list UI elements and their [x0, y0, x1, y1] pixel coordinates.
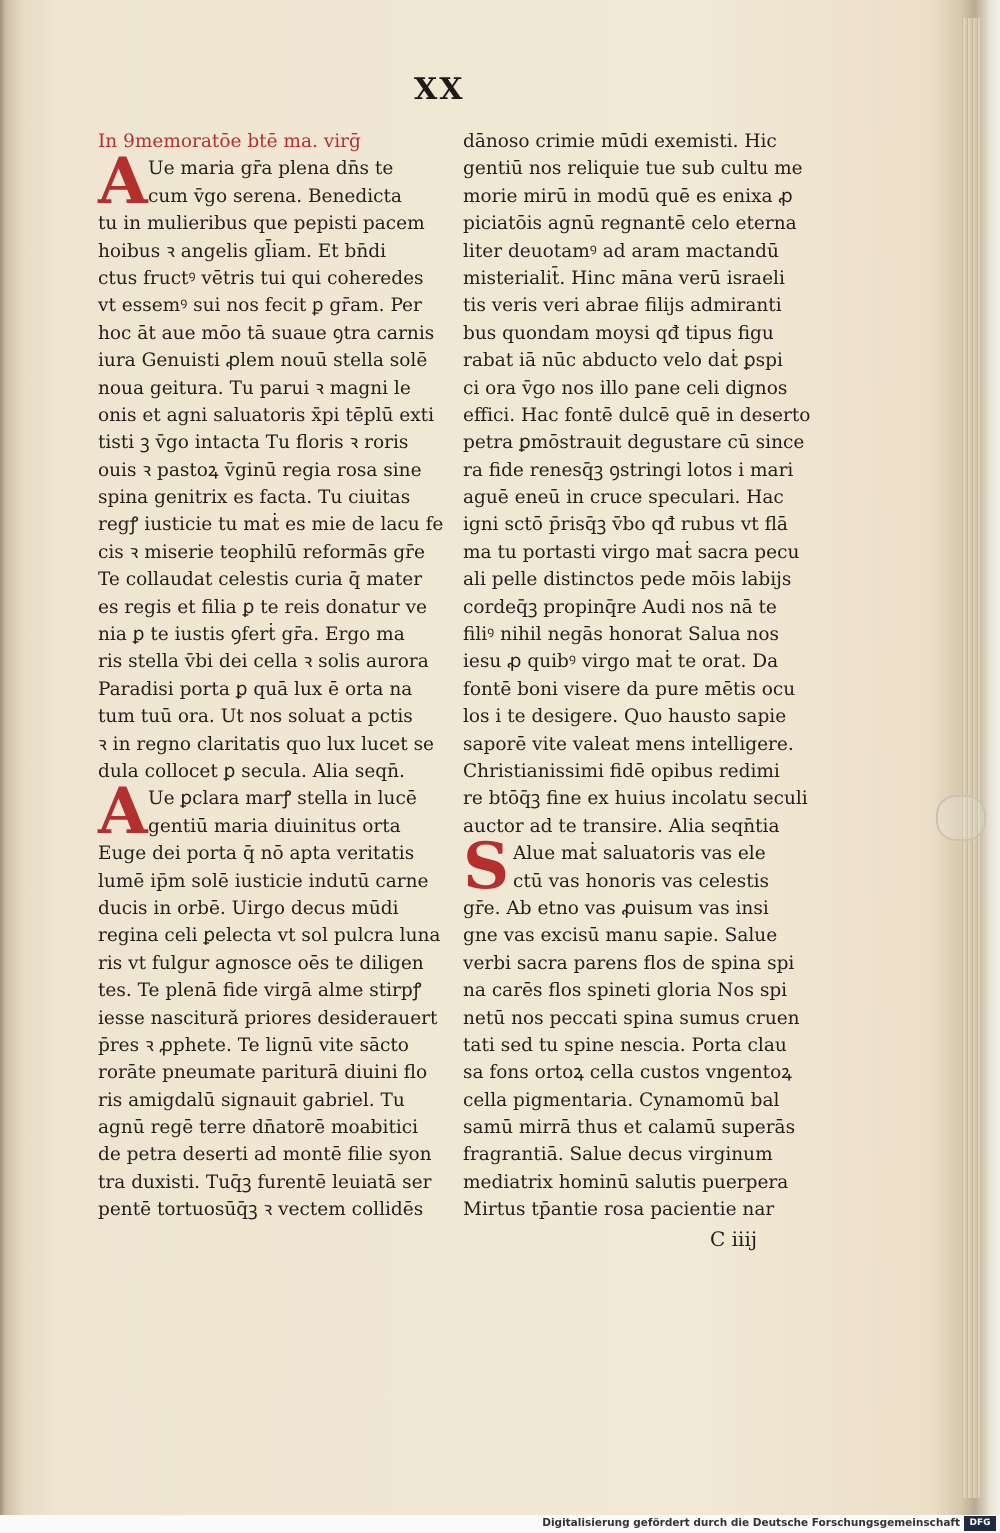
- text-line: [463, 813, 813, 840]
- line-text: agnū regē terre dn̄atorē moabitici: [98, 1117, 419, 1139]
- text-line: [98, 484, 443, 511]
- text-line: [463, 594, 813, 621]
- text-line: [98, 429, 443, 456]
- text-line: [98, 1114, 443, 1141]
- page-edge-stack: [960, 18, 980, 1498]
- text-line: [98, 1196, 443, 1223]
- text-line: [463, 648, 813, 675]
- line-text: netū nos peccati spina sumus cruen: [463, 1007, 800, 1029]
- text-line: [98, 648, 443, 675]
- folio-number: XX: [414, 72, 465, 107]
- line-text: ci ora v̄go nos illo pane celi dignos: [463, 377, 788, 399]
- line-text: ouis ꝛ pastoꝝ v̄ginū regia rosa sine: [98, 459, 422, 481]
- line-text: cordeq̄ꝫ propinq̄re Audi nos nā te: [463, 596, 777, 618]
- text-line: [463, 265, 813, 292]
- decorated-initial: S: [463, 829, 510, 905]
- line-text: aguē eneū in cruce speculari. Hac: [463, 487, 784, 509]
- line-text: fontē boni visere da pure mētis ocu: [463, 678, 796, 700]
- text-line: [98, 402, 443, 429]
- text-line: [98, 950, 443, 977]
- line-text: Ue maria gr̄a plena dn̄s te: [148, 158, 394, 180]
- line-text: bus quondam moysi qđ tipus figu: [463, 322, 774, 344]
- text-line: [513, 840, 813, 867]
- line-text: mediatrix hominū salutis puerpera: [463, 1171, 789, 1193]
- text-line: [98, 1087, 443, 1114]
- decorated-initial: A: [98, 774, 148, 850]
- line-text: regina celi ꝑelecta vt sol pulcra luna: [98, 925, 441, 947]
- line-text: samū mirrā thus et calamū superās: [463, 1117, 796, 1139]
- text-line: [148, 183, 443, 210]
- line-text: tis veris veri abrae filijs admiranti: [463, 295, 782, 317]
- text-line: [98, 511, 443, 538]
- line-text: effici. Hac fontē dulcē quē in deserto: [463, 404, 811, 426]
- footer-credit: Digitalisierung gefördert durch die Deutsche Forschungsgemeinschaft: [542, 1517, 960, 1529]
- line-text: cella pigmentaria. Cynamomū bal: [463, 1089, 780, 1111]
- line-text: noua geitura. Tu parui ꝛ magni le: [98, 377, 411, 399]
- line-text: ma tu portasti virgo maṫ sacra pecu: [463, 541, 800, 563]
- text-line: [463, 128, 813, 155]
- line-text: tati sed tu spine nescia. Porta clau: [463, 1034, 787, 1056]
- text-line: [98, 840, 443, 867]
- text-line: [98, 1169, 443, 1196]
- text-line: [98, 922, 443, 949]
- text-line: [463, 1005, 813, 1032]
- text-line: [463, 1032, 813, 1059]
- line-text: sa fons ortoꝝ cella custos vngentoꝝ: [463, 1062, 792, 1084]
- line-text: tisti ꝫ v̄go intacta Tu floris ꝛ roris: [98, 432, 409, 454]
- line-text: tu in mulieribus que pepisti pacem: [98, 213, 425, 235]
- line-text: Te collaudat celestis curia q̄ mater: [98, 569, 423, 591]
- text-line: [463, 457, 813, 484]
- text-line: [463, 347, 813, 374]
- text-line: [463, 1141, 813, 1168]
- text-line: [98, 265, 443, 292]
- text-line: [463, 1059, 813, 1086]
- line-text: dula collocet ꝑ secula. Alia seqn̄.: [98, 760, 405, 782]
- line-text: gentiū nos reliquie tue sub cultu me: [463, 158, 803, 180]
- text-line: [148, 155, 443, 182]
- text-line: [463, 375, 813, 402]
- line-text: ꝛ in regno claritatis quo lux lucet se: [98, 733, 435, 755]
- line-text: ris vt fulgur agnosce oēs te diligen: [98, 952, 424, 974]
- text-line: [98, 375, 443, 402]
- line-text: na carēs flos spineti gloria Nos spi: [463, 980, 788, 1002]
- text-line: [463, 292, 813, 319]
- text-line: [463, 703, 813, 730]
- line-text: morie mirū in modū quē es enixa ꝓ: [463, 185, 793, 207]
- line-text: es regis et filia ꝑ te reis donatur ve: [98, 596, 427, 618]
- text-line: [463, 155, 813, 182]
- text-line: [463, 895, 813, 922]
- line-text: Euge dei porta q̄ nō apta veritatis: [98, 843, 415, 865]
- text-line: [98, 731, 443, 758]
- line-text: tum tuū ora. Ut nos soluat a pctis: [98, 706, 413, 728]
- line-text: Christianissimi fidē opibus redimi: [463, 760, 780, 782]
- line-text: p̄res ꝛ ꝓphete. Te lignū vite sācto: [98, 1034, 409, 1056]
- line-text: gr̄e. Ab etno vas ꝓuisum vas insi: [463, 897, 769, 919]
- page-clip: [936, 795, 986, 841]
- line-text: nia ꝑ te iustis ꝯferṫ gr̄a. Ergo ma: [98, 624, 405, 646]
- line-text: gne vas excisū manu sapie. Salue: [463, 925, 778, 947]
- line-text: hoibus ꝛ angelis gl̄iam. Et bn̄di: [98, 240, 387, 262]
- line-text: saporē vite valeat mens intelligere.: [463, 733, 794, 755]
- text-line: [148, 785, 443, 812]
- text-line: [463, 511, 813, 538]
- line-text: liter deuotamꝰ ad aram mactandū: [463, 240, 779, 262]
- text-line: [463, 731, 813, 758]
- text-line: [98, 703, 443, 730]
- text-line: [148, 813, 443, 840]
- text-line: [98, 539, 443, 566]
- text-line: [98, 1141, 443, 1168]
- line-text: petra ꝑmōstrauit degustare cū since: [463, 432, 805, 454]
- line-text: igni sctō p̄risq̄ꝫ v̄bo qđ rubus vt flā: [463, 514, 788, 536]
- signature-mark: C iiij: [710, 1227, 758, 1251]
- text-line: [463, 238, 813, 265]
- text-line: [98, 868, 443, 895]
- text-line: [98, 594, 443, 621]
- text-line: [98, 1032, 443, 1059]
- text-line: [463, 1196, 813, 1223]
- line-text: Alue maṫ saluatoris vas ele: [513, 843, 766, 865]
- line-text: iesu ꝓ quibꝰ virgo maṫ te orat. Da: [463, 651, 779, 673]
- line-text: tra duxisti. Tuq̄ꝫ furentē leuiatā ser: [98, 1171, 432, 1193]
- text-line: [98, 210, 443, 237]
- line-text: auctor ad te transire. Alia seqn̄tia: [463, 815, 780, 837]
- line-text: pentē tortuosūq̄ꝫ ꝛ vectem collidēs: [98, 1199, 424, 1221]
- line-text: iura Genuisti ꝓlem nouū stella solē: [98, 350, 428, 372]
- text-line: [98, 1059, 443, 1086]
- line-text: cis ꝛ miserie teophilū reformās gr̄e: [98, 541, 425, 563]
- text-line: [98, 292, 443, 319]
- line-text: ducis in orbē. Uirgo decus mūdi: [98, 897, 399, 919]
- text-line: [98, 238, 443, 265]
- text-line: [463, 676, 813, 703]
- text-line: [463, 1169, 813, 1196]
- line-text: piciatōis agnū regnantē celo eterna: [463, 213, 797, 235]
- line-text: ra fide renesq̄ꝫ ꝯstringi lotos i mari: [463, 459, 794, 481]
- line-text: de petra deserti ad montē filie syon: [98, 1144, 432, 1166]
- line-text: Ue ꝑclara marꝭ stella in lucē: [148, 788, 417, 810]
- line-text: In 9memoratōe btē ma. virḡ: [98, 131, 361, 152]
- text-line: [463, 539, 813, 566]
- text-line: [463, 785, 813, 812]
- text-line: [463, 402, 813, 429]
- text-line: [463, 1114, 813, 1141]
- text-line: [463, 566, 813, 593]
- text-line: [463, 210, 813, 237]
- line-text: iesse nascitură priores desiderauert: [98, 1007, 438, 1029]
- line-text: rabat iā nūc abducto velo daṫ ꝑspi: [463, 350, 783, 372]
- line-text: ris stella v̄bi dei cella ꝛ solis aurora: [98, 651, 429, 673]
- line-text: filiꝰ nihil negās honorat Salua nos: [463, 624, 779, 646]
- line-text: dānoso crimie mūdi exemisti. Hic: [463, 131, 777, 152]
- line-text: Mirtus tp̄antie rosa pacientie nar: [463, 1199, 775, 1221]
- text-line: [463, 320, 813, 347]
- text-line: [463, 977, 813, 1004]
- text-line: [463, 1087, 813, 1114]
- text-line: [98, 320, 443, 347]
- line-text: verbi sacra parens flos de spina spi: [463, 952, 795, 974]
- line-text: lumē ip̄m solē iusticie indutū carne: [98, 870, 429, 892]
- dfg-logo: DFG: [964, 1516, 996, 1531]
- text-line: [463, 621, 813, 648]
- text-line: [98, 347, 443, 374]
- text-line: [98, 128, 443, 155]
- text-line: [463, 922, 813, 949]
- text-line: [463, 484, 813, 511]
- line-text: ctū vas honoris vas celestis: [513, 870, 770, 892]
- line-text: Paradisi porta ꝑ quā lux ē orta na: [98, 678, 413, 700]
- text-line: [98, 977, 443, 1004]
- text-line: [513, 868, 813, 895]
- text-line: [98, 758, 443, 785]
- line-text: onis et agni saluatoris x̄pi tēplū exti: [98, 404, 435, 426]
- line-text: rorāte pneumate pariturā diuini flo: [98, 1062, 428, 1084]
- text-line: [98, 566, 443, 593]
- line-text: fragrantiā. Salue decus virginum: [463, 1144, 773, 1166]
- left-text-column: [98, 128, 443, 1224]
- line-text: spina genitrix es facta. Tu ciuitas: [98, 487, 411, 509]
- decorated-initial: A: [98, 144, 148, 220]
- text-line: [463, 950, 813, 977]
- line-text: gentiū maria diuinitus orta: [148, 815, 401, 837]
- line-text: tes. Te plenā fide virgā alme stirpꝭ: [98, 980, 422, 1002]
- line-text: los i te desigere. Quo hausto sapie: [463, 706, 787, 728]
- text-line: [463, 183, 813, 210]
- line-text: re btōq̄ꝫ fine ex huius incolatu seculi: [463, 788, 808, 810]
- text-line: [98, 621, 443, 648]
- line-text: vt essemꝰ sui nos fecit ꝑ gr̄am. Per: [98, 295, 422, 317]
- line-text: misterialit̄. Hinc māna verū israeli: [463, 267, 785, 289]
- text-line: [463, 758, 813, 785]
- text-line: [463, 429, 813, 456]
- text-line: [98, 457, 443, 484]
- text-line: [98, 1005, 443, 1032]
- line-text: cum v̄go serena. Benedicta: [148, 185, 402, 207]
- line-text: regꝭ iusticie tu maṫ es mie de lacu fe: [98, 514, 443, 536]
- line-text: ali pelle distinctos pede mōis labijs: [463, 569, 792, 591]
- line-text: hoc āt aue mōo tā suaue ꝯtra carnis: [98, 322, 435, 344]
- right-text-column: [463, 128, 813, 1224]
- line-text: ris amigdalū signauit gabriel. Tu: [98, 1089, 405, 1111]
- text-line: [98, 676, 443, 703]
- line-text: ctus fructꝰ vētris tui qui coheredes: [98, 267, 424, 289]
- text-line: [98, 895, 443, 922]
